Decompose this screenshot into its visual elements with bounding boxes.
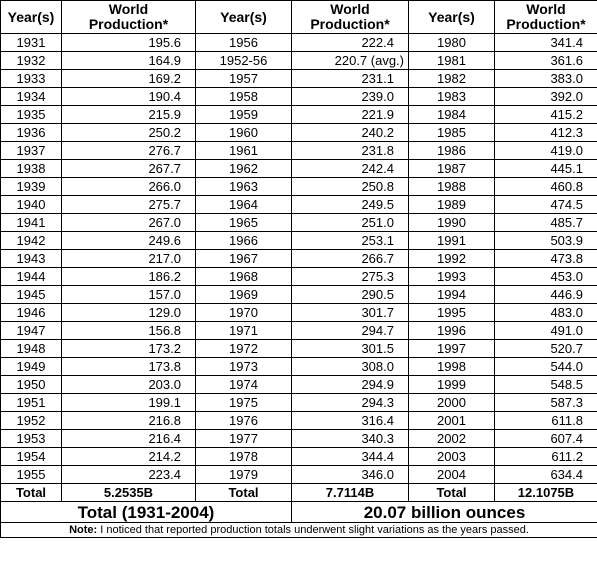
production-cell: 217.0: [62, 250, 196, 268]
production-cell: 473.8: [495, 250, 597, 268]
production-cell: 250.8: [292, 178, 409, 196]
table-row: [1, 394, 597, 412]
production-cell: 249.6: [62, 232, 196, 250]
year-cell: 1956: [196, 34, 292, 52]
production-cell: 190.4: [62, 88, 196, 106]
year-cell: 1940: [1, 196, 62, 214]
table-row: [1, 88, 597, 106]
year-header: [1, 1, 62, 34]
year-cell: 1962: [196, 160, 292, 178]
year-cell: 1983: [409, 88, 495, 106]
year-cell: 1969: [196, 286, 292, 304]
year-cell: 1965: [196, 214, 292, 232]
production-header-line1: World: [526, 1, 566, 17]
note-text: I noticed that reported production totals underwent slight variations as the years passed.: [97, 523, 529, 536]
production-cell: 275.7: [62, 196, 196, 214]
production-cell: 195.6: [62, 34, 196, 52]
grand-total-value: 20.07 billion ounces: [292, 502, 597, 523]
production-cell: 611.2: [495, 448, 597, 466]
table-body: [1, 34, 597, 484]
production-cell: 276.7: [62, 142, 196, 160]
total-value: 12.1075B: [495, 484, 597, 502]
year-cell: 1934: [1, 88, 62, 106]
production-cell: 129.0: [62, 304, 196, 322]
year-cell: 1995: [409, 304, 495, 322]
table-row: [1, 34, 597, 52]
production-cell: 607.4: [495, 430, 597, 448]
year-cell: 1977: [196, 430, 292, 448]
production-cell: 215.9: [62, 106, 196, 124]
year-cell: 1941: [1, 214, 62, 232]
year-cell: 1976: [196, 412, 292, 430]
production-cell: 294.7: [292, 322, 409, 340]
production-cell: 361.6: [495, 52, 597, 70]
production-cell: 164.9: [62, 52, 196, 70]
year-cell: 1938: [1, 160, 62, 178]
year-cell: 1980: [409, 34, 495, 52]
production-cell: 346.0: [292, 466, 409, 484]
year-cell: 2002: [409, 430, 495, 448]
year-cell: 1973: [196, 358, 292, 376]
table-row: [1, 358, 597, 376]
table-row: [1, 52, 597, 70]
table-row: [1, 124, 597, 142]
year-cell: 1952: [1, 412, 62, 430]
year-cell: 1997: [409, 340, 495, 358]
table-row: [1, 322, 597, 340]
production-cell: 251.0: [292, 214, 409, 232]
production-cell: 419.0: [495, 142, 597, 160]
production-cell: 275.3: [292, 268, 409, 286]
production-cell: 294.9: [292, 376, 409, 394]
year-cell: 1971: [196, 322, 292, 340]
production-cell: 266.7: [292, 250, 409, 268]
production-header-line2: Production*: [506, 16, 586, 32]
production-cell: 316.4: [292, 412, 409, 430]
production-cell: 267.7: [62, 160, 196, 178]
total-label: Total: [1, 484, 62, 502]
year-cell: 1966: [196, 232, 292, 250]
production-cell: 483.0: [495, 304, 597, 322]
year-cell: 1944: [1, 268, 62, 286]
year-cell: 1948: [1, 340, 62, 358]
total-value: 7.7114B: [292, 484, 409, 502]
year-cell: 1950: [1, 376, 62, 394]
year-cell: 1999: [409, 376, 495, 394]
production-cell: 544.0: [495, 358, 597, 376]
production-header: [495, 1, 597, 34]
year-cell: 1939: [1, 178, 62, 196]
production-cell: 520.7: [495, 340, 597, 358]
table-row: [1, 448, 597, 466]
table-row: [1, 142, 597, 160]
year-cell: 1961: [196, 142, 292, 160]
production-cell: 587.3: [495, 394, 597, 412]
production-cell: 156.8: [62, 322, 196, 340]
year-cell: 2004: [409, 466, 495, 484]
production-cell: 216.4: [62, 430, 196, 448]
year-cell: 1953: [1, 430, 62, 448]
year-cell: 1967: [196, 250, 292, 268]
production-header-line1: World: [330, 1, 370, 17]
production-cell: 474.5: [495, 196, 597, 214]
production-cell: 240.2: [292, 124, 409, 142]
year-cell: 1989: [409, 196, 495, 214]
table-row: [1, 430, 597, 448]
year-cell: 1992: [409, 250, 495, 268]
production-cell: 231.1: [292, 70, 409, 88]
production-cell: 173.2: [62, 340, 196, 358]
year-cell: 1994: [409, 286, 495, 304]
production-cell: 223.4: [62, 466, 196, 484]
year-cell: 1943: [1, 250, 62, 268]
year-cell: 1979: [196, 466, 292, 484]
table-row: [1, 232, 597, 250]
year-cell: 1935: [1, 106, 62, 124]
production-cell: 173.8: [62, 358, 196, 376]
year-cell: 1942: [1, 232, 62, 250]
table-row: [1, 286, 597, 304]
production-cell: 503.9: [495, 232, 597, 250]
header-row: [1, 1, 597, 34]
year-cell: 1974: [196, 376, 292, 394]
production-cell: 634.4: [495, 466, 597, 484]
year-cell: 1963: [196, 178, 292, 196]
year-cell: 1959: [196, 106, 292, 124]
year-cell: 1933: [1, 70, 62, 88]
production-cell: 485.7: [495, 214, 597, 232]
table-row: [1, 268, 597, 286]
year-cell: 1981: [409, 52, 495, 70]
production-header-line2: Production*: [88, 16, 169, 32]
production-cell: 157.0: [62, 286, 196, 304]
year-cell: 1970: [196, 304, 292, 322]
year-cell: 1949: [1, 358, 62, 376]
year-cell: 2001: [409, 412, 495, 430]
table-row: [1, 196, 597, 214]
production-cell: 169.2: [62, 70, 196, 88]
production-cell: 308.0: [292, 358, 409, 376]
year-cell: 1984: [409, 106, 495, 124]
year-cell: 1968: [196, 268, 292, 286]
table-row: [1, 412, 597, 430]
year-header-text: Year(s): [7, 8, 55, 25]
production-cell: 222.4: [292, 34, 409, 52]
year-cell: 1998: [409, 358, 495, 376]
production-cell: 242.4: [292, 160, 409, 178]
production-cell: 294.3: [292, 394, 409, 412]
year-cell: 1996: [409, 322, 495, 340]
year-cell: 1990: [409, 214, 495, 232]
production-cell: 383.0: [495, 70, 597, 88]
year-header-text: Year(s): [428, 8, 475, 25]
year-cell: 1936: [1, 124, 62, 142]
production-cell: 253.1: [292, 232, 409, 250]
year-cell: 1986: [409, 142, 495, 160]
production-cell: 340.3: [292, 430, 409, 448]
production-cell: 250.2: [62, 124, 196, 142]
production-cell: 216.8: [62, 412, 196, 430]
year-cell: 1993: [409, 268, 495, 286]
production-cell: 453.0: [495, 268, 597, 286]
production-cell: 392.0: [495, 88, 597, 106]
year-cell: 1957: [196, 70, 292, 88]
year-cell: 2003: [409, 448, 495, 466]
year-cell: 2000: [409, 394, 495, 412]
year-cell: 1946: [1, 304, 62, 322]
grand-total-label: Total (1931-2004): [1, 502, 292, 523]
note-cell: [1, 523, 597, 538]
production-cell: 266.0: [62, 178, 196, 196]
note-row: [1, 523, 597, 538]
year-cell: 1952-56: [196, 52, 292, 70]
year-cell: 1955: [1, 466, 62, 484]
year-cell: 1982: [409, 70, 495, 88]
table-row: [1, 340, 597, 358]
production-cell: 491.0: [495, 322, 597, 340]
table-row: [1, 376, 597, 394]
production-cell: 239.0: [292, 88, 409, 106]
year-cell: 1978: [196, 448, 292, 466]
year-cell: 1951: [1, 394, 62, 412]
production-cell: 460.8: [495, 178, 597, 196]
production-header-line2: Production*: [310, 16, 390, 32]
year-header-text: Year(s): [220, 8, 267, 25]
production-header: [292, 1, 409, 34]
year-cell: 1932: [1, 52, 62, 70]
table-row: [1, 106, 597, 124]
production-cell: 220.7 (avg.): [292, 52, 409, 70]
total-label: Total: [409, 484, 495, 502]
production-header: [62, 1, 196, 34]
year-cell: 1987: [409, 160, 495, 178]
production-cell: 249.5: [292, 196, 409, 214]
production-cell: 611.8: [495, 412, 597, 430]
production-cell: 341.4: [495, 34, 597, 52]
year-cell: 1958: [196, 88, 292, 106]
table-row: [1, 160, 597, 178]
production-cell: 344.4: [292, 448, 409, 466]
grand-total-row: [1, 502, 597, 523]
total-label: Total: [196, 484, 292, 502]
year-cell: 1945: [1, 286, 62, 304]
year-cell: 1947: [1, 322, 62, 340]
year-header: [409, 1, 495, 34]
production-cell: 548.5: [495, 376, 597, 394]
production-cell: 221.9: [292, 106, 409, 124]
note-label: Note:: [69, 523, 98, 536]
production-cell: 214.2: [62, 448, 196, 466]
table-row: [1, 304, 597, 322]
production-cell: 446.9: [495, 286, 597, 304]
year-cell: 1960: [196, 124, 292, 142]
production-cell: 199.1: [62, 394, 196, 412]
column-totals-row: [1, 484, 597, 502]
production-header-line1: World: [108, 1, 149, 17]
table-row: [1, 70, 597, 88]
year-cell: 1954: [1, 448, 62, 466]
year-cell: 1988: [409, 178, 495, 196]
production-cell: 445.1: [495, 160, 597, 178]
production-cell: 415.2: [495, 106, 597, 124]
total-value: 5.2535B: [62, 484, 196, 502]
year-cell: 1985: [409, 124, 495, 142]
year-cell: 1931: [1, 34, 62, 52]
production-cell: 290.5: [292, 286, 409, 304]
year-cell: 1975: [196, 394, 292, 412]
production-cell: 412.3: [495, 124, 597, 142]
year-cell: 1991: [409, 232, 495, 250]
year-cell: 1964: [196, 196, 292, 214]
table-row: [1, 250, 597, 268]
table-row: [1, 178, 597, 196]
year-header: [196, 1, 292, 34]
production-cell: 301.7: [292, 304, 409, 322]
production-cell: 203.0: [62, 376, 196, 394]
production-cell: 301.5: [292, 340, 409, 358]
year-cell: 1972: [196, 340, 292, 358]
year-cell: 1937: [1, 142, 62, 160]
production-cell: 267.0: [62, 214, 196, 232]
production-cell: 186.2: [62, 268, 196, 286]
production-cell: 231.8: [292, 142, 409, 160]
table-row: [1, 466, 597, 484]
table-row: [1, 214, 597, 232]
